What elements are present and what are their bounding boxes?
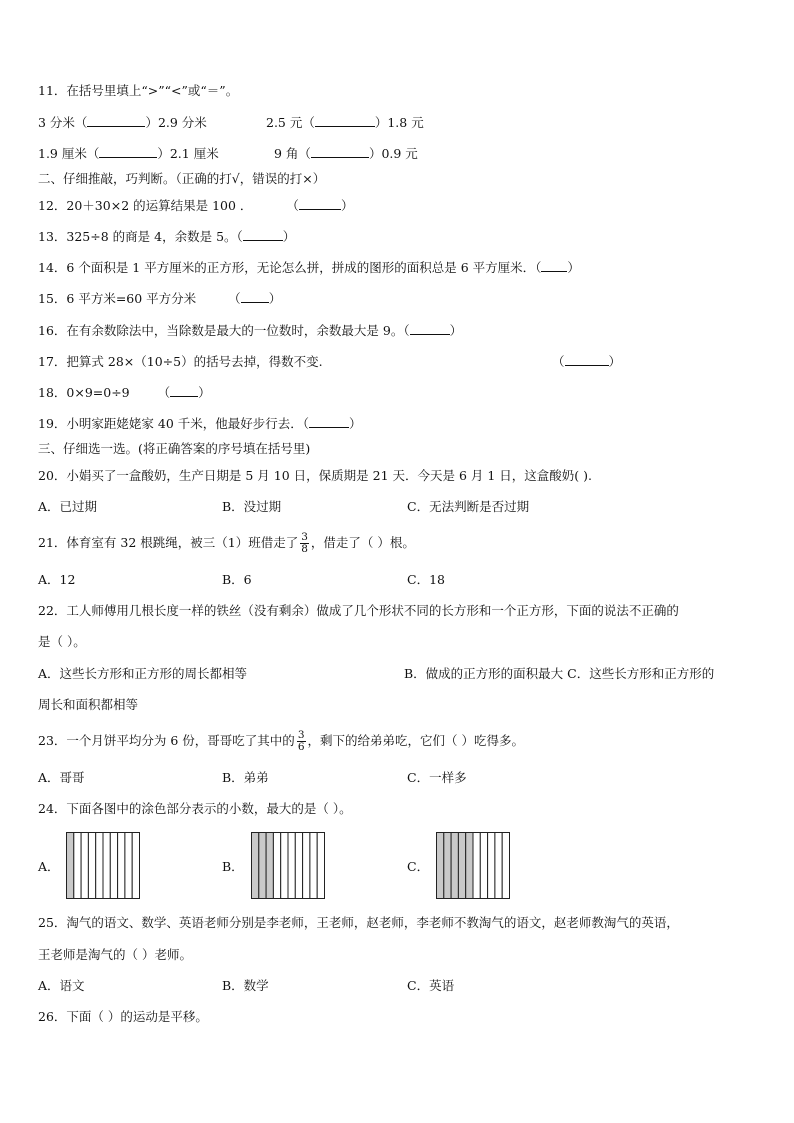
question-12: [38, 197, 353, 215]
unshaded-strip: [317, 833, 324, 899]
question-16: [38, 322, 462, 340]
question-25-line-2: 王老师是淘气的（ ）老师。: [38, 947, 192, 962]
unshaded-strip: [295, 833, 302, 899]
answer-blank[interactable]: [243, 229, 283, 241]
unshaded-strip: [310, 833, 317, 899]
unshaded-strip: [473, 833, 480, 899]
shaded-strip: [252, 833, 259, 899]
q19-close-paren: ）: [349, 416, 362, 431]
shaded-strip: [444, 833, 451, 899]
fraction-denominator: 6: [297, 741, 305, 753]
q17-close-paren: ）: [608, 354, 622, 369]
q14-close-paren: ）: [567, 260, 580, 275]
q20-option-b[interactable]: B．没过期: [222, 499, 282, 514]
fraction-numerator: 3: [301, 531, 308, 543]
q13-close-paren: ）: [282, 229, 296, 244]
answer-blank[interactable]: [241, 291, 269, 303]
answer-blank[interactable]: [99, 146, 157, 158]
unshaded-strip: [110, 833, 117, 899]
fraction: [297, 730, 306, 753]
q16-close-paren: ）: [449, 323, 463, 338]
q25-option-c[interactable]: C．英语: [407, 978, 455, 993]
q25-option-b[interactable]: B．数学: [222, 978, 269, 993]
q24-figure-c[interactable]: [436, 832, 510, 899]
question-11-row-1-b: [266, 114, 424, 132]
q17-text: 17．把算式 28×（10÷5）的括号去掉，得数不变.: [38, 354, 323, 369]
unshaded-strip: [488, 833, 495, 899]
answer-blank[interactable]: [309, 416, 349, 428]
unshaded-strip: [303, 833, 310, 899]
unshaded-strip: [125, 833, 132, 899]
question-17-answer: [552, 353, 621, 371]
q21-stem-a: 21．体育室有 32 根跳绳，被三（1）班借走了: [38, 535, 299, 550]
unshaded-strip: [88, 833, 95, 899]
shaded-strip: [451, 833, 458, 899]
answer-blank[interactable]: [541, 260, 567, 272]
answer-blank[interactable]: [565, 354, 609, 366]
question-11-stem: 11．在括号里填上“>”“<”或“＝”。: [38, 83, 239, 98]
shaded-strip: [266, 833, 273, 899]
q11-r2-a-left: 1.9 厘米（: [38, 146, 100, 161]
question-22-line-4: 周长和面积都相等: [38, 697, 139, 712]
unshaded-strip: [118, 833, 125, 899]
unshaded-strip: [502, 833, 509, 899]
answer-blank[interactable]: [410, 323, 450, 335]
question-14: [38, 259, 580, 277]
shaded-strip: [437, 833, 444, 899]
question-13: [38, 228, 295, 246]
q15-text: 15．6 平方米=60 平方分米: [38, 291, 197, 306]
q20-option-a[interactable]: A．已过期: [38, 499, 98, 514]
q12-close-paren: ）: [340, 198, 354, 213]
q19-text: 19．小明家距姥姥家 40 千米，他最好步行去．（: [38, 416, 310, 431]
section-3-heading: 三、仔细选一选。(将正确答案的序号填在括号里): [38, 441, 311, 456]
q25-option-a[interactable]: A．语文: [38, 978, 85, 993]
q24-option-a-label[interactable]: A．: [38, 859, 60, 874]
q11-r1-a-left: 3 分米（: [38, 115, 88, 130]
q15-close-paren: ）: [268, 291, 282, 306]
shaded-strip: [458, 833, 465, 899]
q21-option-b[interactable]: B．6: [222, 572, 252, 587]
question-11-row-2-b: [274, 145, 418, 163]
question-18: [38, 384, 211, 402]
q23-stem-a: 23．一个月饼平均分为 6 份，哥哥吃了其中的: [38, 733, 295, 748]
q12-text: 12．20＋30×2 的运算结果是 100 ．: [38, 198, 253, 213]
q23-option-c[interactable]: C．一样多: [407, 770, 467, 785]
shaded-strip: [67, 833, 74, 899]
q21-option-c[interactable]: C．18: [407, 572, 445, 587]
q17-open-paren: （: [552, 354, 565, 369]
q24-figure-b[interactable]: [251, 832, 325, 899]
question-17: [38, 353, 323, 371]
unshaded-strip: [273, 833, 280, 899]
q12-open-paren: （: [286, 198, 299, 213]
q18-close-paren: ）: [198, 385, 211, 400]
answer-blank[interactable]: [87, 115, 145, 127]
q11-r1-b-left: 2.5 元（: [266, 115, 315, 130]
q23-option-b[interactable]: B．弟弟: [222, 770, 269, 785]
question-21-stem: [38, 530, 415, 556]
q11-r1-a-right: ）2.9 分米: [145, 115, 207, 130]
question-19: [38, 415, 362, 433]
q24-option-c-label[interactable]: C．: [407, 859, 430, 874]
unshaded-strip: [74, 833, 81, 899]
q21-stem-b: ，借走了（ ）根。: [310, 535, 415, 550]
unshaded-strip: [495, 833, 502, 899]
fraction-denominator: 8: [301, 543, 308, 555]
q15-open-paren: （: [228, 291, 241, 306]
q11-r2-b-left: 9 角（: [274, 146, 311, 161]
fraction-numerator: 3: [297, 729, 305, 741]
shaded-strip: [259, 833, 266, 899]
q11-r1-b-right: ）1.8 元: [374, 115, 424, 130]
unshaded-strip: [81, 833, 88, 899]
q21-option-a[interactable]: A．12: [38, 572, 76, 587]
question-15: [38, 290, 281, 308]
q13-text: 13．325÷8 的商是 4，余数是 5。（: [38, 229, 243, 244]
question-26: 26．下面（ ）的运动是平移。: [38, 1009, 208, 1024]
question-22-line-2: 是（ ）。: [38, 634, 86, 649]
section-2-heading: 二、仔细推敲，巧判断。（正确的打√，错误的打×）: [38, 171, 326, 186]
q24-figure-a[interactable]: [66, 832, 140, 899]
shaded-strip: [466, 833, 473, 899]
q22-option-a[interactable]: A．这些长方形和正方形的周长都相等: [38, 666, 248, 681]
unshaded-strip: [132, 833, 139, 899]
answer-blank[interactable]: [299, 198, 341, 210]
q24-option-b-label[interactable]: B．: [222, 859, 244, 874]
question-23-stem: [38, 728, 524, 754]
unshaded-strip: [103, 833, 110, 899]
q16-text: 16．在有余数除法中，当除数是最大的一位数时，余数最大是 9。（: [38, 323, 410, 338]
q18-open-paren: （: [157, 385, 171, 400]
q22-option-b-c[interactable]: B．做成的正方形的面积最大 C．这些长方形和正方形的: [404, 666, 715, 681]
q23-option-a[interactable]: A．哥哥: [38, 770, 85, 785]
unshaded-strip: [96, 833, 103, 899]
question-22-line-1: 22．工人师傅用几根长度一样的铁丝（没有剩余）做成了几个形状不同的长方形和一个正方形，下面的说法不正确的: [38, 603, 679, 618]
answer-blank[interactable]: [311, 146, 369, 158]
q20-option-c[interactable]: C．无法判断是否过期: [407, 499, 530, 514]
q11-r2-a-right: ）2.1 厘米: [157, 146, 219, 161]
q18-text: 18．0×9=0÷9: [38, 385, 130, 400]
q14-text: 14．6 个面积是 1 平方厘米的正方形，无论怎么拼，拼成的图形的面积总是 6 平方厘米．（: [38, 260, 542, 275]
q11-r2-b-right: ）0.9 元: [368, 146, 418, 161]
fraction: [300, 532, 309, 555]
question-11-row-1: [38, 114, 207, 132]
answer-blank[interactable]: [170, 385, 198, 397]
question-25-line-1: 25．淘气的语文、数学、英语老师分别是李老师，王老师，赵老师，李老师不教淘气的语文，赵老师教淘气的英语，: [38, 915, 679, 930]
unshaded-strip: [480, 833, 487, 899]
q23-stem-b: ，剩下的给弟弟吃，它们（ ）吃得多。: [307, 733, 524, 748]
question-24-stem: 24．下面各图中的涂色部分表示的小数，最大的是（ ）。: [38, 801, 352, 816]
question-20-stem: 20．小娟买了一盒酸奶，生产日期是 5 月 10 日，保质期是 21 天．今天是 6 月 1 日，这盒酸奶( ).: [38, 468, 593, 483]
unshaded-strip: [288, 833, 295, 899]
unshaded-strip: [281, 833, 288, 899]
question-11-row-2: [38, 145, 219, 163]
answer-blank[interactable]: [315, 115, 375, 127]
